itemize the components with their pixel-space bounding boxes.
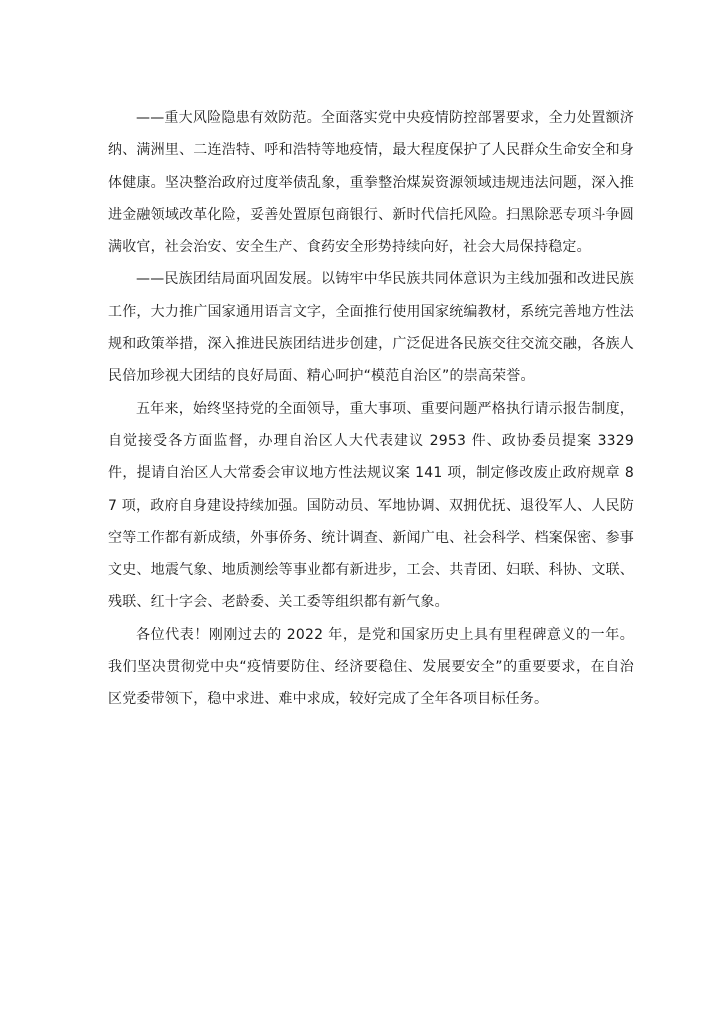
- document-body: [108, 102, 634, 716]
- paragraph-2022-summary: 各位代表！刚刚过去的 2022 年，是党和国家历史上具有里程碑意义的一年。我们坚决贯彻党中央“疫情要防住、经济要稳住、发展要安全”的重要要求，在自治区党委带领下，稳中求进、难中求成，较好完成了全年各项目标任务。: [108, 626, 634, 708]
- paragraph-ethnic-unity: ——民族团结局面巩固发展。以铸牢中华民族共同体意识为主线加强和改进民族工作，大力推广国家通用语言文字，全面推行使用国家统编教材，系统完善地方性法规和政策举措，深入推进民族团结进步创建，广泛促进各民族交往交流交融，各族人民倍加珍视大团结的良好局面、精心呵护“模范自治区”的崇高荣誉。: [108, 271, 634, 385]
- paragraph-five-years-review: 五年来，始终坚持党的全面领导，重大事项、重要问题严格执行请示报告制度，自觉接受各方面监督，办理自治区人大代表建议 2953 件、政协委员提案 3329 件，提请自治区人大常委会审议地方性法规议案 141 项，制定修改废止政府规章 87 项，政府自身建设持续加强。国防动员、军地协调、双拥优抚、退役军人、人民防空等工作都有新成绩，外事侨务、统计调查、新闻广电、社会科学、档案保密、参事文史、地震气象、地质测绘等事业都有新进步，工会、共青团、妇联、科协、文联、残联、红十字会、老龄委、关工委等组织都有新气象。: [108, 400, 634, 611]
- paragraph-risk-prevention: ——重大风险隐患有效防范。全面落实党中央疫情防控部署要求，全力处置额济纳、满洲里、二连浩特、呼和浩特等地疫情，最大程度保护了人民群众生命安全和身体健康。坚决整治政府过度举债乱象，重拳整治煤炭资源领域违规违法问题，深入推进金融领域改革化险，妥善处置原包商银行、新时代信托风险。扫黑除恶专项斗争圆满收官，社会治安、安全生产、食药安全形势持续向好，社会大局保持稳定。: [108, 110, 634, 256]
